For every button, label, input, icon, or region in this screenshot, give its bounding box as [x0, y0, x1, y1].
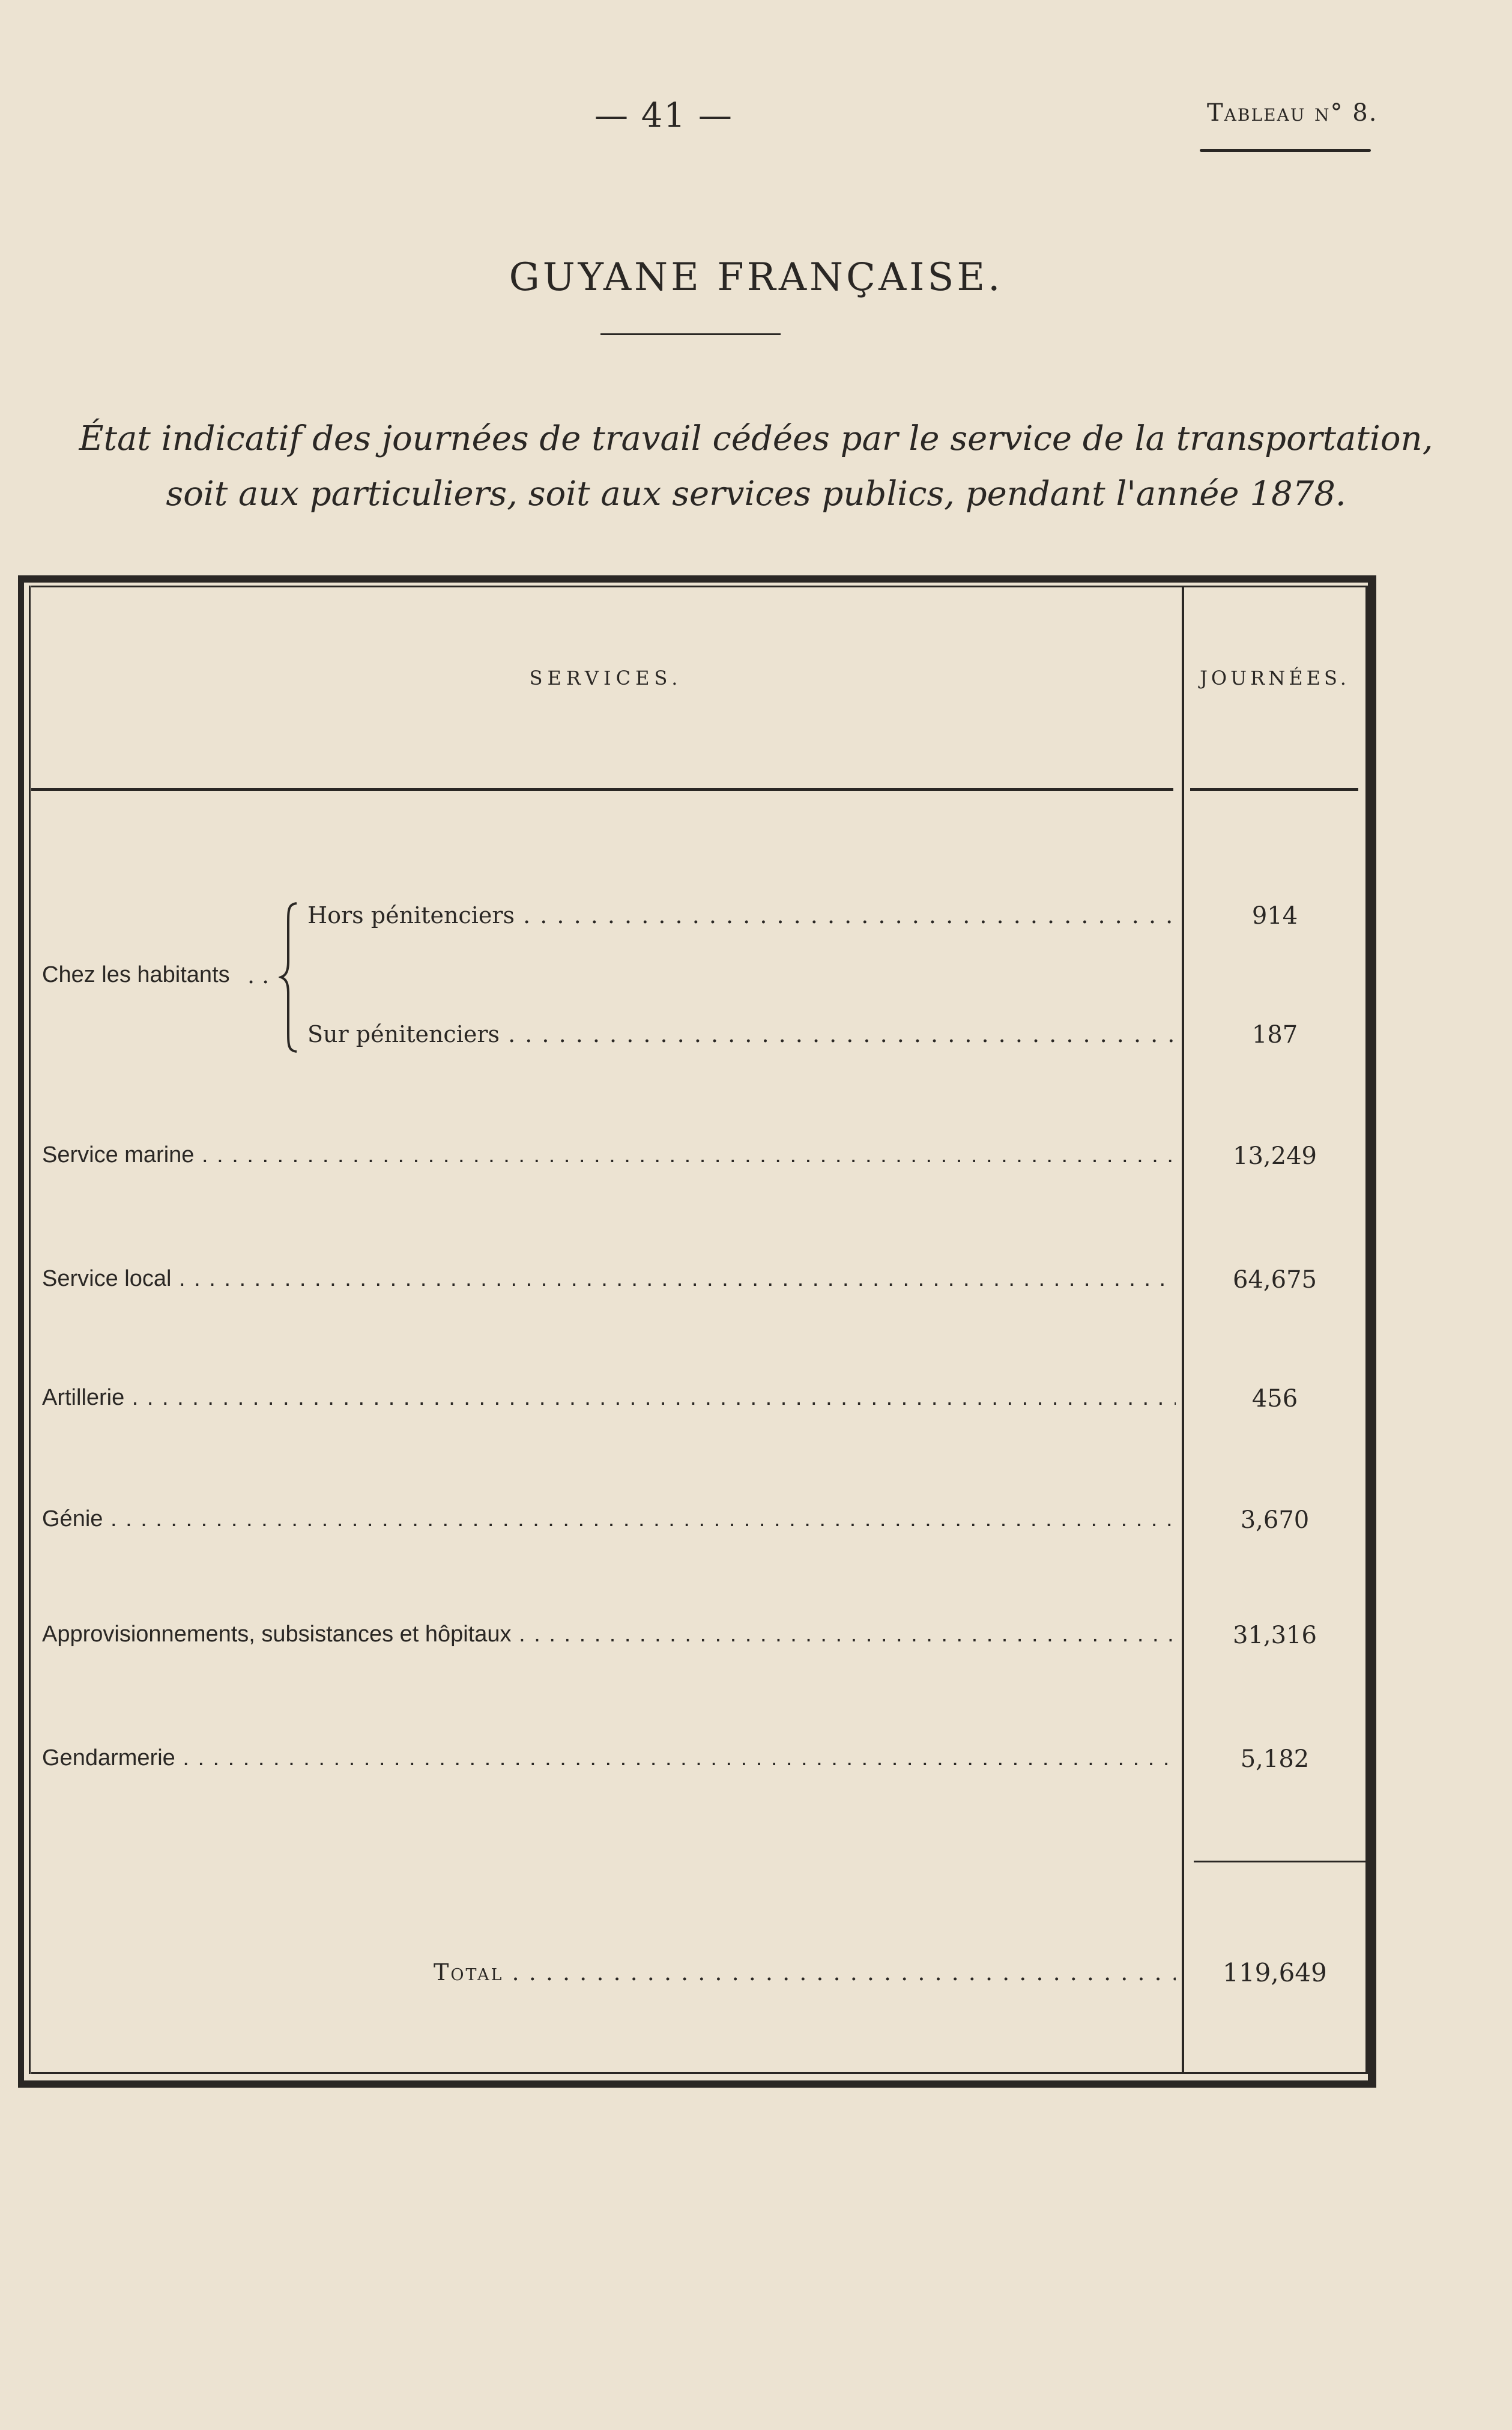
table-row — [0, 1622, 1512, 1664]
row-label: Artillerie . . . — [42, 1385, 1176, 1411]
table-row — [0, 1385, 1512, 1427]
row-value: 187 — [1251, 1021, 1298, 1049]
table-inner-top-rule — [31, 586, 1367, 587]
row-label: Approvisionnements, subsistances et hôpitaux . . . — [42, 1622, 1176, 1647]
subtitle-line-2: soit aux particuliers, soit aux services publics, pendant l'année 1878. — [166, 474, 1346, 514]
row-label: Sur pénitenciers . . . — [307, 1021, 1176, 1047]
total-rule — [1194, 1861, 1371, 1862]
table-frame — [18, 575, 1376, 2088]
row-label: Service local . . . — [42, 1266, 1176, 1292]
header-rule-journees — [1190, 788, 1358, 791]
page-title: GUYANE FRANÇAISE. — [509, 255, 1003, 300]
row-value: 914 — [1251, 902, 1298, 930]
table-row — [0, 902, 1512, 944]
table-row — [0, 1142, 1512, 1184]
table-row — [0, 1506, 1512, 1548]
tableau-underline — [1200, 149, 1371, 152]
table-row — [0, 1266, 1512, 1308]
table-inner-bottom-rule — [31, 2072, 1367, 2074]
header-rule-services — [31, 788, 1173, 791]
row-label: Génie . . . — [42, 1506, 1176, 1532]
row-value: 5,182 — [1240, 1745, 1310, 1773]
group-label: Chez les habitants — [42, 962, 230, 987]
table-row — [0, 1021, 1512, 1063]
title-rule — [600, 333, 781, 335]
row-value: 64,675 — [1233, 1266, 1317, 1294]
column-header-journees: JOURNÉES. — [1200, 667, 1350, 689]
row-value: 456 — [1251, 1385, 1298, 1413]
row-label: Hors pénitenciers . . . — [307, 902, 1176, 929]
total-label: Total . . . — [434, 1959, 1176, 1986]
tableau-label: Tableau n° 8. — [1207, 99, 1378, 127]
total-value: 119,649 — [1223, 1958, 1327, 1987]
column-divider — [1182, 586, 1184, 2074]
page-number: — 41 — — [594, 96, 733, 135]
column-header-services: SERVICES. — [529, 667, 683, 689]
row-label: Service marine . . . — [42, 1142, 1176, 1168]
subtitle — [0, 411, 1512, 522]
row-value: 31,316 — [1233, 1622, 1317, 1649]
row-label: Gendarmerie . . . — [42, 1745, 1176, 1771]
table-row — [0, 1745, 1512, 1787]
subtitle-line-1: État indicatif des journées de travail cédées par le service de la transportation, — [79, 419, 1433, 458]
row-value: 3,670 — [1240, 1506, 1310, 1534]
row-value: 13,249 — [1233, 1142, 1317, 1170]
table-inner-left-rule — [29, 586, 31, 2074]
group-label-dots: . . — [247, 962, 270, 989]
table-inner-right-rule — [1365, 586, 1368, 2074]
